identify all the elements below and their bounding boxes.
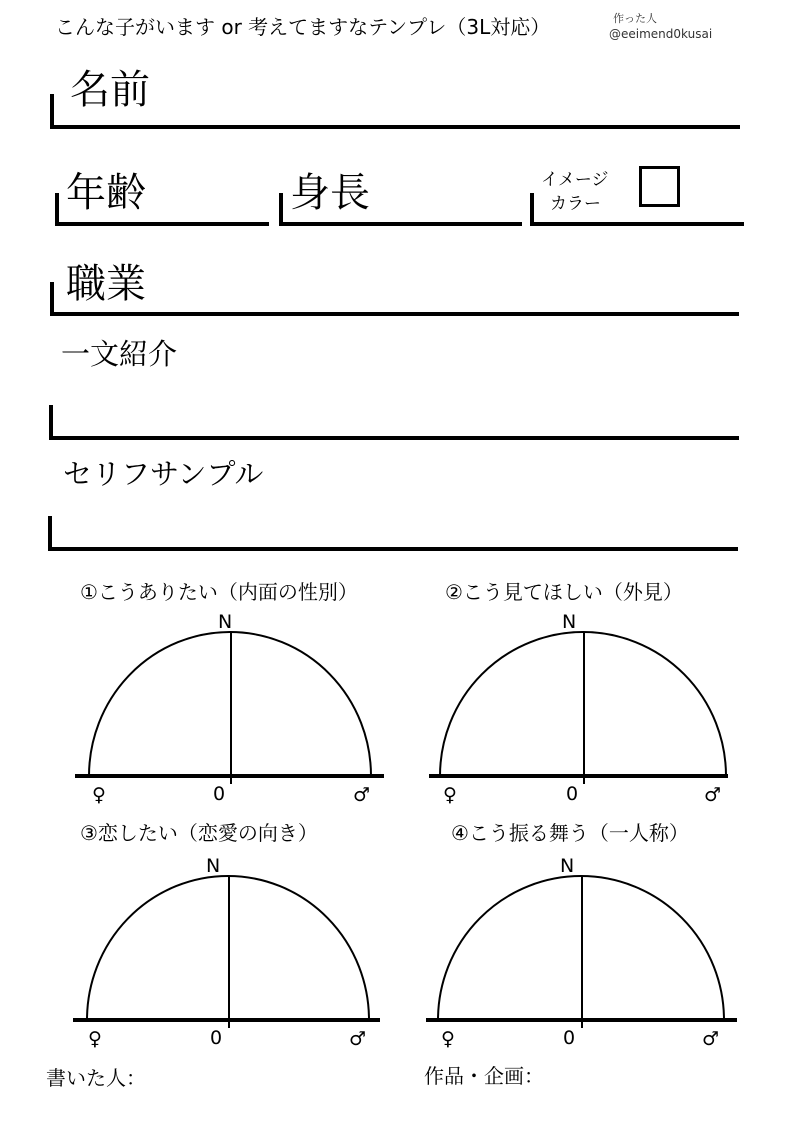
dial-title: ①こうありたい（内面の性別） [80,580,358,604]
semicircle-dial[interactable] [68,854,388,1054]
height-label: 身長 [290,170,370,216]
intro-underline [49,436,739,440]
dial-title: ④こう振る舞う（一人称） [451,821,689,845]
female-symbol: ♀ [92,784,106,806]
author-handle: @eeimend0kusai [609,27,713,41]
male-symbol: ♂ [704,784,722,806]
semicircle-dial[interactable] [70,610,390,810]
female-symbol: ♀ [88,1028,102,1050]
semicircle-dial[interactable] [423,610,743,810]
male-symbol: ♂ [702,1028,720,1050]
color-swatch-box[interactable] [639,166,680,207]
age-underline [55,222,269,226]
name-underline [50,125,740,129]
page-title: こんな子がいます or 考えてますなテンプレ（3L対応） [55,15,551,39]
name-label: 名前 [70,67,150,113]
zero-label: 0 [213,783,226,805]
semicircle-dial[interactable] [421,854,741,1054]
north-label: N [206,855,221,877]
line-sample-label: セリフサンプル [63,457,264,491]
name-bracket [50,94,54,128]
occupation-label: 職業 [66,261,146,307]
dial-title: ③恋したい（恋愛の向き） [80,821,318,845]
line-sample-underline [48,547,738,551]
dial-title: ②こう見てほしい（外見） [445,580,683,604]
image-color-label-line1: イメージ [541,170,609,190]
intro-bracket [49,405,53,440]
female-symbol: ♀ [441,1028,455,1050]
zero-label: 0 [566,783,579,805]
image-color-label-line2: カラー [550,194,601,214]
line-sample-bracket [48,516,52,551]
age-label: 年齢 [66,170,146,216]
height-underline [279,222,522,226]
north-label: N [218,611,233,633]
north-label: N [560,855,575,877]
occupation-bracket [50,282,54,316]
male-symbol: ♂ [349,1028,367,1050]
female-symbol: ♀ [443,784,457,806]
work-label: 作品・企画： [424,1064,544,1088]
zero-label: 0 [210,1027,223,1049]
author-label: 作った人 [613,12,657,25]
male-symbol: ♂ [353,784,371,806]
zero-label: 0 [563,1027,576,1049]
image-color-underline [530,222,744,226]
intro-label: 一文紹介 [61,337,178,371]
north-label: N [562,611,577,633]
occupation-underline [50,312,739,316]
writer-label: 書いた人： [46,1066,146,1090]
